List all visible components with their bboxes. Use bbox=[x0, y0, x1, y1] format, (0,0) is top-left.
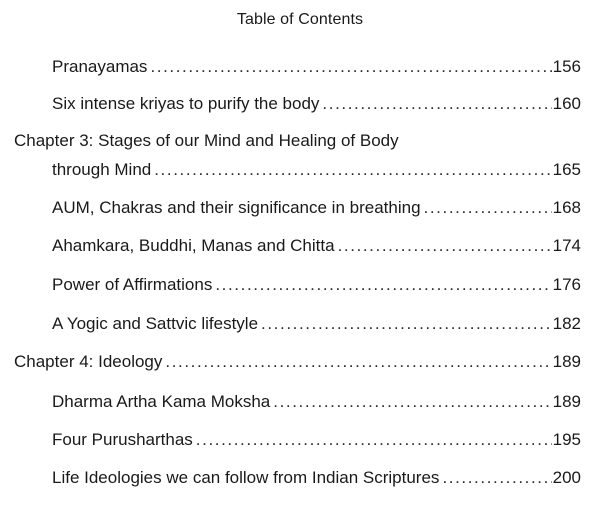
dot-leader bbox=[215, 274, 551, 296]
toc-entry-page: 189 bbox=[552, 352, 581, 371]
toc-entry-label: Power of Affirmations bbox=[52, 275, 213, 294]
toc-entry-pranayamas[interactable] bbox=[52, 56, 581, 78]
toc-entry-page: 176 bbox=[552, 275, 581, 294]
dot-leader bbox=[338, 235, 552, 257]
toc-entry-aum-chakras[interactable] bbox=[52, 197, 581, 219]
toc-entry-page: 182 bbox=[552, 314, 581, 333]
toc-entry-label: Dharma Artha Kama Moksha bbox=[52, 392, 271, 411]
toc-entry-label: Ahamkara, Buddhi, Manas and Chitta bbox=[52, 236, 335, 255]
toc-entry-affirmations[interactable] bbox=[52, 274, 581, 296]
toc-entry-through-mind[interactable] bbox=[52, 159, 581, 181]
toc-entry-page: 165 bbox=[552, 160, 581, 179]
toc-entry-page: 174 bbox=[552, 236, 581, 255]
toc-entry-label: Four Purusharthas bbox=[52, 430, 193, 449]
dot-leader bbox=[322, 93, 551, 115]
toc-entry-label: A Yogic and Sattvic lifestyle bbox=[52, 314, 259, 333]
dot-leader bbox=[165, 351, 551, 373]
toc-entry-label: through Mind bbox=[52, 160, 152, 179]
toc-entry-label: AUM, Chakras and their significance in breathing bbox=[52, 198, 421, 217]
toc-entry-page: 195 bbox=[552, 430, 581, 449]
toc-entry-six-kriyas[interactable] bbox=[52, 93, 581, 115]
dot-leader bbox=[150, 56, 551, 78]
toc-entry-life-ideologies[interactable] bbox=[52, 467, 581, 489]
toc-entry-label: Life Ideologies we can follow from Indian Scriptures bbox=[52, 468, 440, 487]
dot-leader bbox=[261, 313, 552, 335]
page-title: Table of Contents bbox=[236, 11, 364, 28]
toc-entry-dharma-artha[interactable] bbox=[52, 391, 581, 413]
dot-leader bbox=[154, 159, 551, 181]
dot-leader bbox=[196, 429, 552, 451]
toc-entry-label: Six intense kriyas to purify the body bbox=[52, 94, 320, 113]
toc-entry-label: Pranayamas bbox=[52, 57, 148, 76]
dot-leader bbox=[273, 391, 551, 413]
toc-entry-page: 200 bbox=[552, 468, 581, 487]
toc-chapter-4[interactable] bbox=[14, 351, 581, 373]
toc-entry-yogic-lifestyle[interactable] bbox=[52, 313, 581, 335]
dot-leader bbox=[424, 197, 552, 219]
toc-entry-label: Chapter 4: Ideology bbox=[14, 352, 163, 371]
toc-entry-page: 189 bbox=[552, 392, 581, 411]
toc-entry-page: 160 bbox=[552, 94, 581, 113]
toc-chapter-3-heading[interactable]: Chapter 3: Stages of our Mind and Healing of Body bbox=[14, 131, 399, 150]
toc-entry-ahamkara[interactable] bbox=[52, 235, 581, 257]
dot-leader bbox=[442, 467, 551, 489]
toc-entry-purusharthas[interactable] bbox=[52, 429, 581, 451]
toc-entry-page: 156 bbox=[552, 57, 581, 76]
toc-entry-page: 168 bbox=[552, 198, 581, 217]
